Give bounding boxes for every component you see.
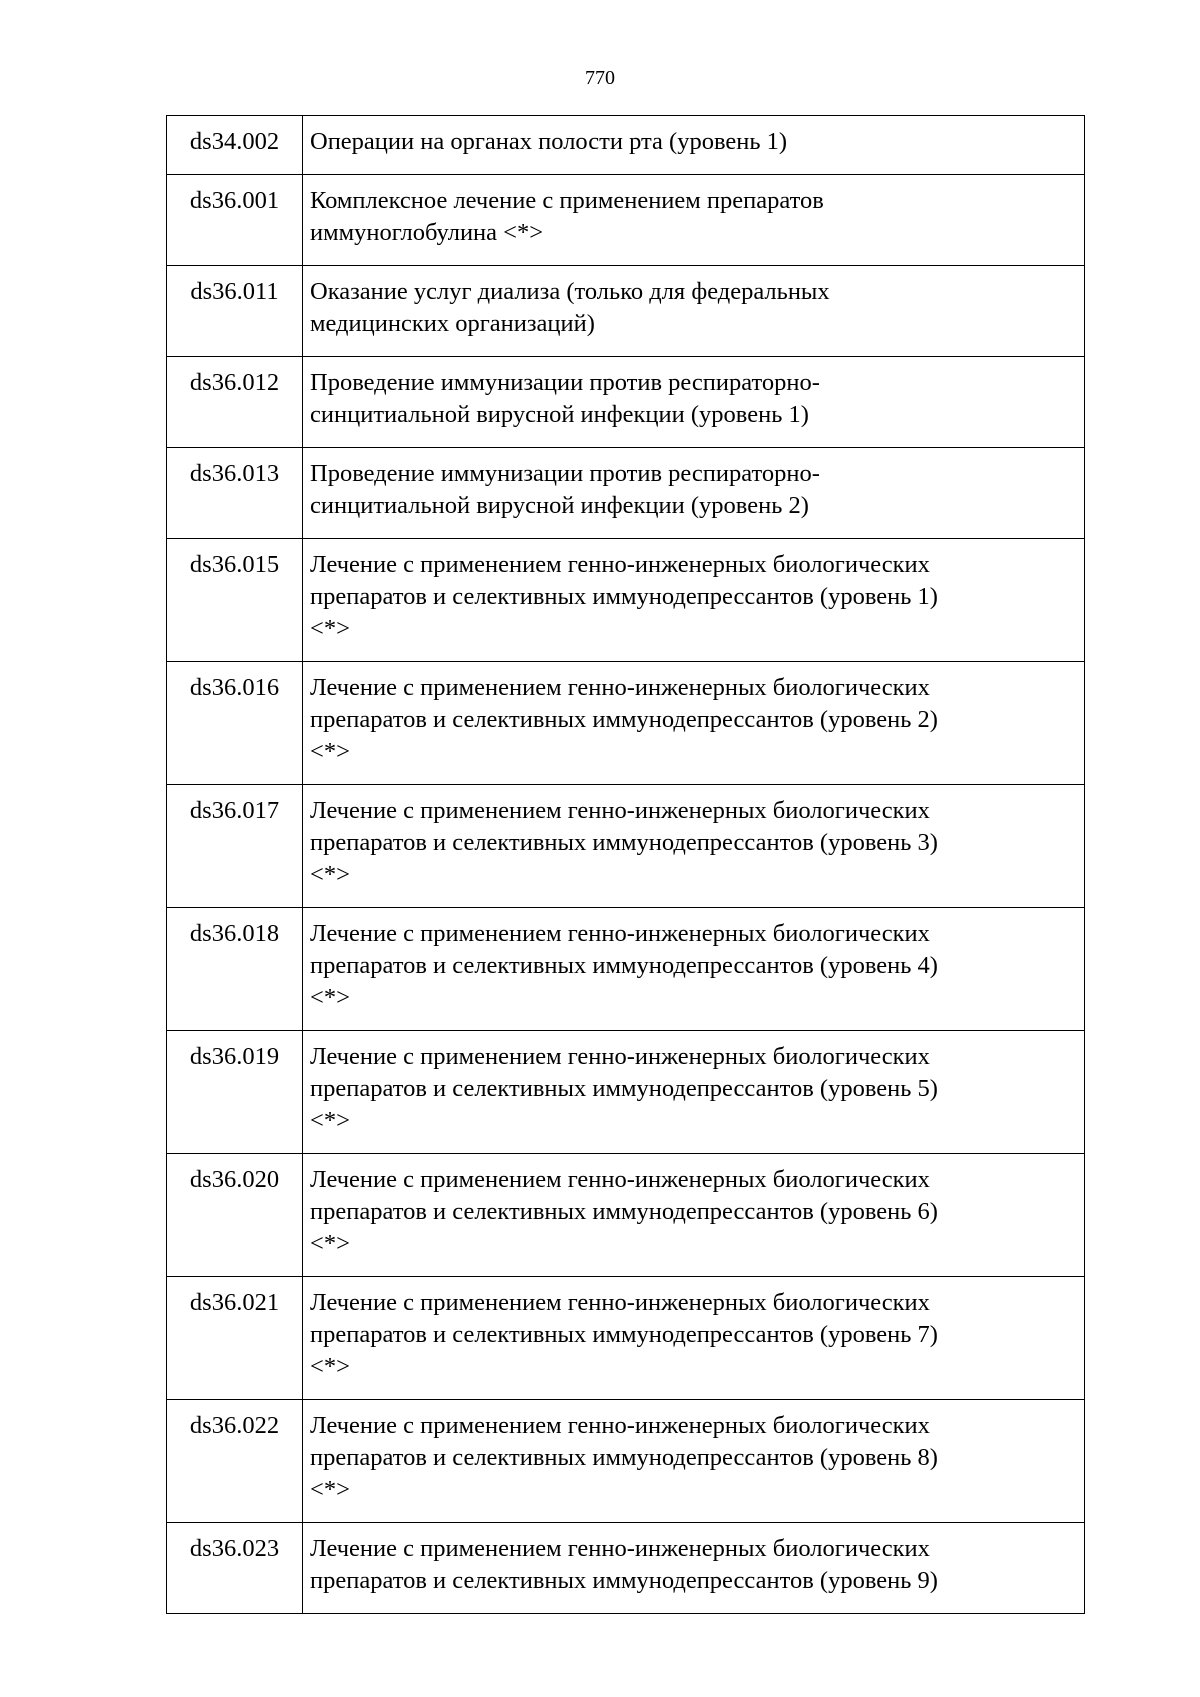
row-description xyxy=(303,357,1085,448)
description-line: Лечение с применением генно-инженерных биологических xyxy=(310,1166,930,1193)
description-line: Лечение с применением генно-инженерных биологических xyxy=(310,1535,930,1562)
row-description xyxy=(303,1154,1085,1277)
description-line: синцитиальной вирусной инфекции (уровень 2) xyxy=(310,492,809,519)
description-line: Лечение с применением генно-инженерных биологических xyxy=(310,1043,930,1070)
row-description xyxy=(303,908,1085,1031)
description-line: Комплексное лечение с применением препаратов xyxy=(310,187,824,214)
row-code: ds36.013 xyxy=(167,448,303,539)
row-description xyxy=(303,1523,1085,1614)
row-code: ds36.018 xyxy=(167,908,303,1031)
description-line: Проведение иммунизации против респираторно- xyxy=(310,460,820,487)
description-line: препаратов и селективных иммунодепрессантов (уровень 9) xyxy=(310,1567,938,1594)
row-code: ds36.021 xyxy=(167,1277,303,1400)
description-line: Операции на органах полости рта (уровень 1) xyxy=(310,128,788,155)
table-row xyxy=(167,1154,1085,1277)
description-line: <*> xyxy=(310,1230,350,1257)
description-line: препаратов и селективных иммунодепрессантов (уровень 5) xyxy=(310,1075,938,1102)
row-code: ds36.019 xyxy=(167,1031,303,1154)
description-line: препаратов и селективных иммунодепрессантов (уровень 4) xyxy=(310,952,938,979)
description-line: препаратов и селективных иммунодепрессантов (уровень 8) xyxy=(310,1444,938,1471)
row-code: ds36.016 xyxy=(167,662,303,785)
description-line: Лечение с применением генно-инженерных биологических xyxy=(310,674,930,701)
description-line: медицинских организаций) xyxy=(310,310,595,337)
description-line: синцитиальной вирусной инфекции (уровень 1) xyxy=(310,401,809,428)
description-line: <*> xyxy=(310,1353,350,1380)
row-code: ds36.012 xyxy=(167,357,303,448)
description-line: препаратов и селективных иммунодепрессантов (уровень 6) xyxy=(310,1198,938,1225)
row-code: ds36.001 xyxy=(167,175,303,266)
table-row xyxy=(167,357,1085,448)
row-code: ds36.023 xyxy=(167,1523,303,1614)
description-line: <*> xyxy=(310,615,350,642)
description-line: Проведение иммунизации против респираторно- xyxy=(310,369,820,396)
description-line: Лечение с применением генно-инженерных биологических xyxy=(310,1412,930,1439)
row-description xyxy=(303,1277,1085,1400)
description-line: <*> xyxy=(310,1476,350,1503)
row-code: ds36.017 xyxy=(167,785,303,908)
row-code: ds36.020 xyxy=(167,1154,303,1277)
table-row xyxy=(167,908,1085,1031)
row-code: ds36.015 xyxy=(167,539,303,662)
row-description xyxy=(303,1031,1085,1154)
table-row xyxy=(167,116,1085,175)
table-row xyxy=(167,1400,1085,1523)
description-line: <*> xyxy=(310,861,350,888)
description-line: препаратов и селективных иммунодепрессантов (уровень 3) xyxy=(310,829,938,856)
description-line: <*> xyxy=(310,738,350,765)
description-line: иммуноглобулина <*> xyxy=(310,219,544,246)
row-code: ds34.002 xyxy=(167,116,303,175)
row-description xyxy=(303,116,1085,175)
codes-table-body xyxy=(167,116,1085,1614)
row-code: ds36.022 xyxy=(167,1400,303,1523)
page-number: 770 xyxy=(585,67,615,89)
row-description xyxy=(303,539,1085,662)
row-description xyxy=(303,662,1085,785)
row-description xyxy=(303,175,1085,266)
description-line: Лечение с применением генно-инженерных биологических xyxy=(310,1289,930,1316)
description-line: Лечение с применением генно-инженерных биологических xyxy=(310,920,930,947)
table-row xyxy=(167,662,1085,785)
description-line: Лечение с применением генно-инженерных биологических xyxy=(310,797,930,824)
description-line: <*> xyxy=(310,984,350,1011)
codes-table xyxy=(166,115,1085,1614)
table-row xyxy=(167,1523,1085,1614)
description-line: препаратов и селективных иммунодепрессантов (уровень 7) xyxy=(310,1321,938,1348)
table-row xyxy=(167,448,1085,539)
table-row xyxy=(167,175,1085,266)
row-description xyxy=(303,448,1085,539)
description-line: препаратов и селективных иммунодепрессантов (уровень 1) xyxy=(310,583,938,610)
table-row xyxy=(167,1031,1085,1154)
description-line: препаратов и селективных иммунодепрессантов (уровень 2) xyxy=(310,706,938,733)
table-row xyxy=(167,266,1085,357)
row-description xyxy=(303,1400,1085,1523)
row-description xyxy=(303,785,1085,908)
table-row xyxy=(167,539,1085,662)
table-row xyxy=(167,785,1085,908)
table-row xyxy=(167,1277,1085,1400)
row-code: ds36.011 xyxy=(167,266,303,357)
description-line: Лечение с применением генно-инженерных биологических xyxy=(310,551,930,578)
description-line: Оказание услуг диализа (только для федеральных xyxy=(310,278,830,305)
row-description xyxy=(303,266,1085,357)
description-line: <*> xyxy=(310,1107,350,1134)
